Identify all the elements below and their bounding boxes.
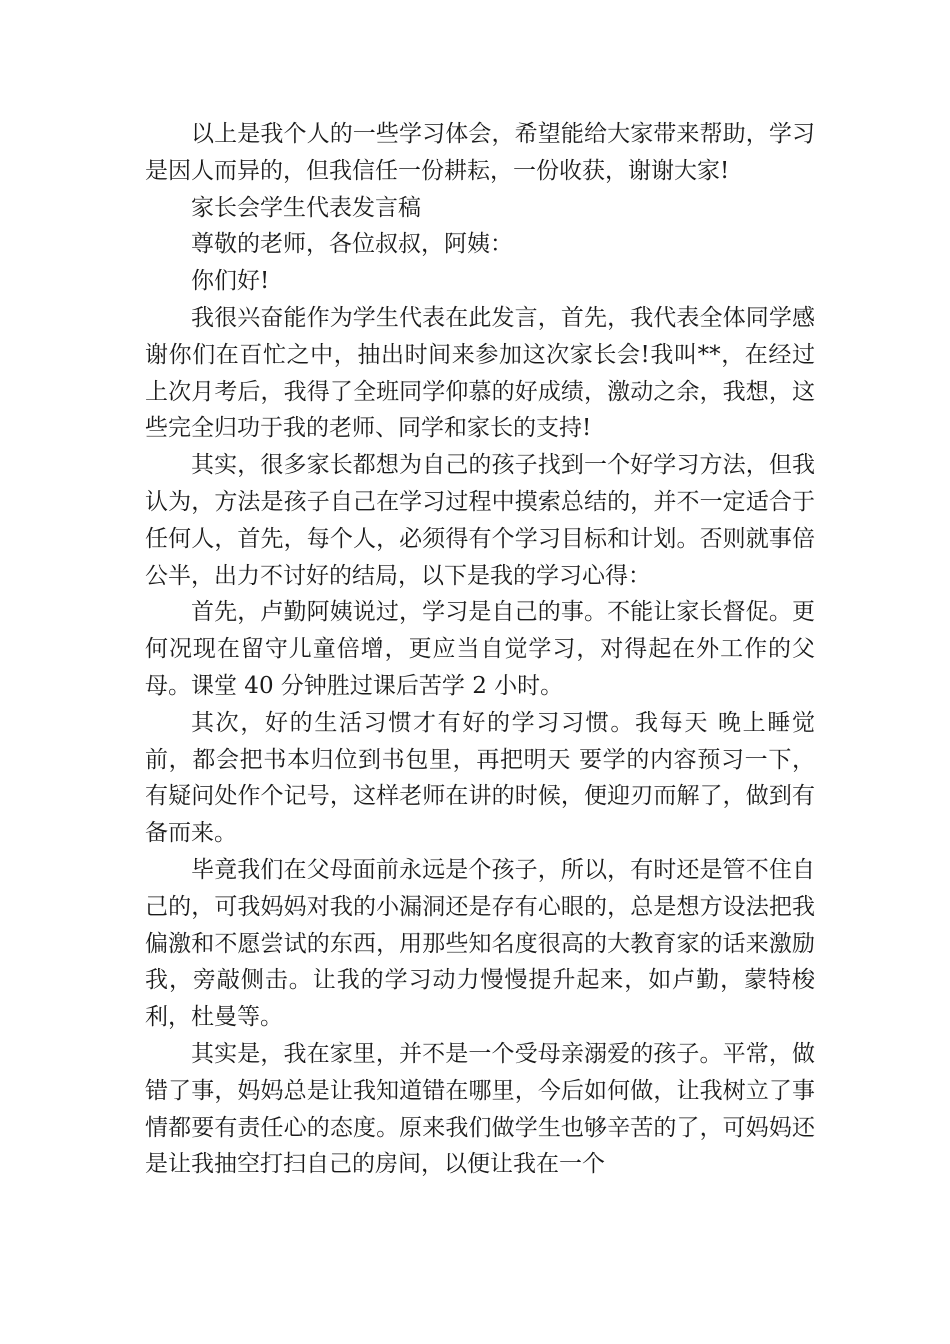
paragraph-introduction: 我很兴奋能作为学生代表在此发言，首先，我代表全体同学感谢你们在百忙之中，抽出时间来参加这次家长会!我叫**，在经过上次月考后，我得了全班同学仰慕的好成绩，激动之余，我想，这些完全归功于我的老师、同学和家长的支持! <box>145 304 815 442</box>
salutation: 尊敬的老师，各位叔叔，阿姨： <box>191 231 513 258</box>
paragraph-closing-remarks: 以上是我个人的一些学习体会，希望能给大家带来帮助，学习是因人而异的，但我信任一份耕耘，一份收获，谢谢大家! <box>145 121 815 184</box>
paragraph-self-study: 首先，卢勤阿姨说过，学习是自己的事。不能让家长督促。更何况现在留守儿童倍增，更应当自觉学习，对得起在外工作的父母。课堂 40 分钟胜过课后苦学 2 小时。 <box>145 599 815 699</box>
paragraph-learning-method: 其实，很多家长都想为自己的孩子找到一个好学习方法，但我认为，方法是孩子自己在学习过程中摸索总结的，并不一定适合于任何人，首先，每个人，必须得有个学习目标和计划。否则就事倍公半，出力不讨好的结局，以下是我的学习心得： <box>145 452 815 589</box>
greeting: 你们好! <box>191 268 270 295</box>
paragraph-responsibility: 其实是，我在家里，并不是一个受母亲溺爱的孩子。平常，做错了事，妈妈总是让我知道错在哪里，今后如何做，让我树立了事情都要有责任心的态度。原来我们做学生也够辛苦的了，可妈妈还是让我抽空打扫自己的房间，以便让我在一个 <box>145 1040 815 1178</box>
paragraph-habits: 其次，好的生活习惯才有好的学习习惯。我每天 晚上睡觉前，都会把书本归位到书包里，再把明天 要学的内容预习一下，有疑问处作个记号，这样老师在讲的时候，便迎刃而解了，做到有备而来。 <box>145 709 815 847</box>
document-page <box>145 116 815 1183</box>
speech-title: 家长会学生代表发言稿 <box>191 194 421 221</box>
paragraph-parents-guidance: 毕竟我们在父母面前永远是个孩子，所以，有时还是管不住自己的，可我妈妈对我的小漏洞还是存有心眼的，总是想方设法把我偏激和不愿尝试的东西，用那些知名度很高的大教育家的话来激励我，旁敲侧击。让我的学习动力慢慢提升起来，如卢勤，蒙特梭利，杜曼等。 <box>145 856 815 1031</box>
